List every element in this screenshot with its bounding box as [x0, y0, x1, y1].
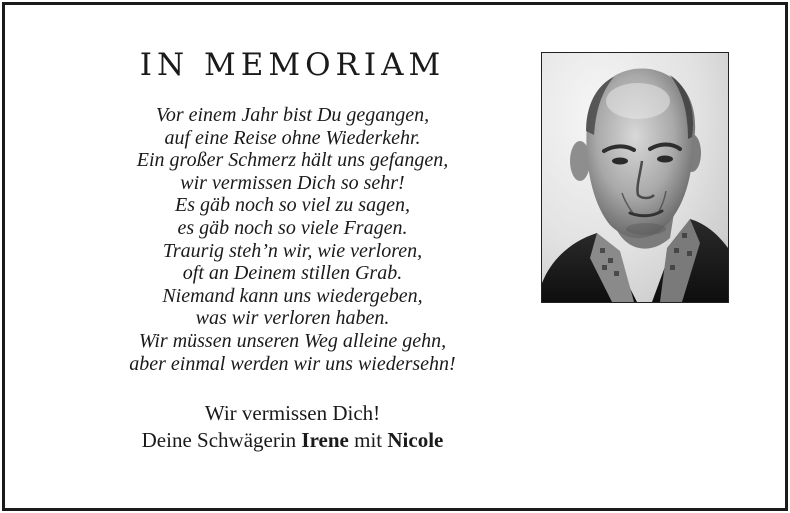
poem-line: Es gäb noch so viel zu sagen, [175, 194, 410, 217]
poem-line: oft an Deinem stillen Grab. [182, 262, 403, 285]
closing-line-2 [5, 427, 580, 454]
closing-connector: mit [348, 428, 388, 452]
poem-line: wir vermissen Dich so sehr! [180, 171, 405, 194]
portrait-photo [541, 52, 729, 303]
poem-line: aber einmal werden wir uns wiedersehn! [129, 352, 456, 375]
poem-line: es gäb noch so viele Fragen. [177, 216, 408, 239]
closing-line-1: Wir vermissen Dich! [204, 401, 381, 425]
poem [5, 104, 580, 375]
memorial-card [2, 2, 788, 511]
closing-message [5, 400, 580, 454]
poem-line: was wir verloren haben. [195, 307, 390, 330]
portrait-image [542, 53, 728, 302]
name-nicole: Nicole [387, 428, 444, 452]
poem-line: auf eine Reise ohne Wiederkehr. [164, 126, 421, 149]
poem-line: Wir müssen unseren Weg alleine gehn, [138, 329, 447, 352]
heading: IN MEMORIAM [139, 47, 446, 83]
poem-line: Traurig steh’n wir, wie verloren, [162, 239, 423, 262]
name-irene: Irene [301, 428, 349, 452]
closing-prefix: Deine Schwägerin [141, 428, 302, 452]
poem-line: Ein großer Schmerz hält uns gefangen, [136, 149, 449, 172]
poem-line: Vor einem Jahr bist Du gegangen, [155, 104, 430, 126]
poem-line: Niemand kann uns wiedergeben, [162, 284, 423, 307]
